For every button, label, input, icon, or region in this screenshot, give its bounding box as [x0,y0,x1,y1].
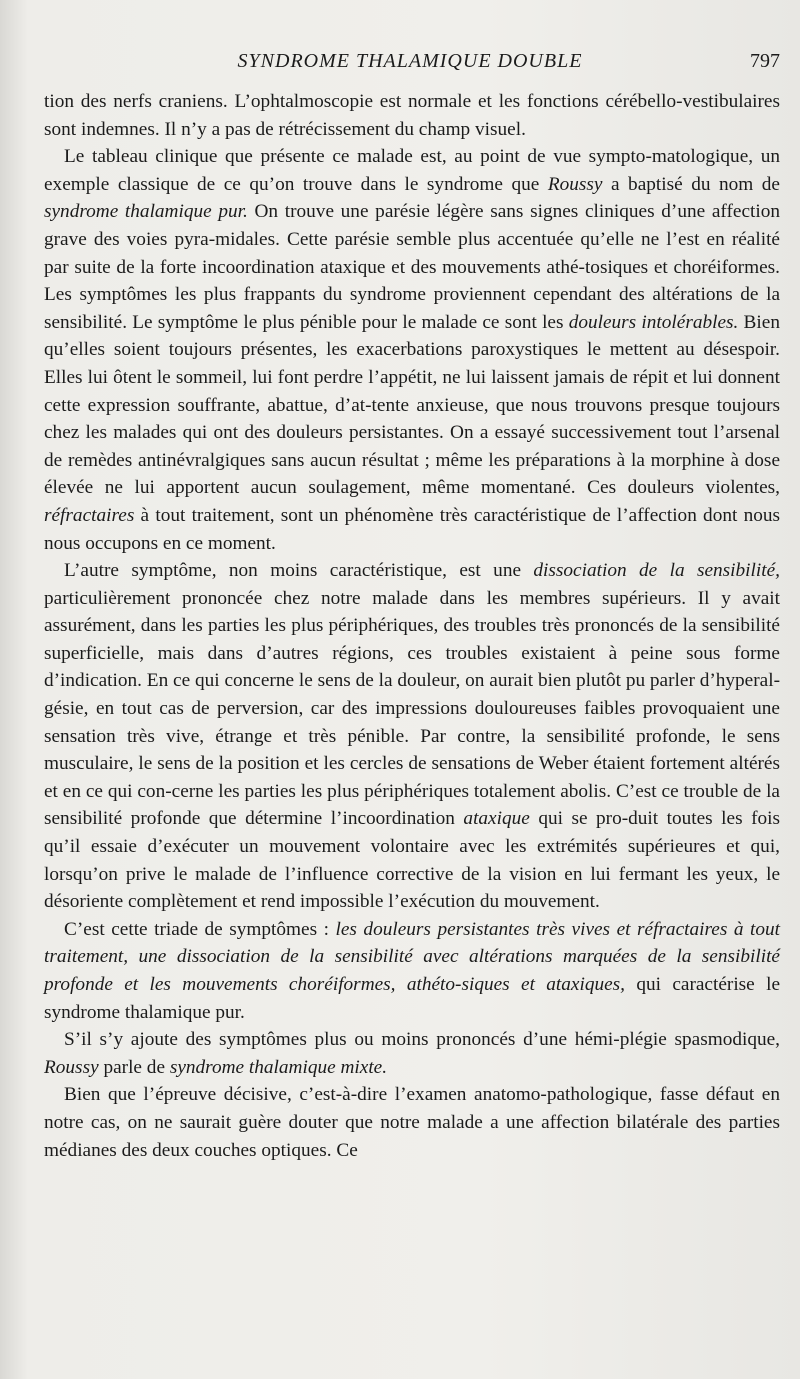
italic-text: Roussy [44,1056,99,1078]
italic-text: syndrome thalamique mixte. [169,1056,388,1078]
running-title: SYNDROME THALAMIQUE DOUBLE [237,50,583,72]
italic-text: douleurs intolérables. [568,311,739,333]
paragraph [44,1026,780,1081]
paragraph [44,143,780,557]
italic-text: syndrome thalamique pur. [44,201,248,223]
text-segment: à tout traitement, sont un phénomène très caractéristique de l’affection dont nous nous occupons en ce moment. [44,504,780,554]
page-number: 797 [750,50,780,72]
body-text [44,88,780,1164]
text-segment: particulièrement prononcée chez notre malade dans les membres supérieurs. Il y avait assurément, dans les parties les plus périphériques, des troubles très prononcés de la sensibilité superficielle, mais dans d’autres régions, ces troubles existaient à peine sous forme d’indication. En ce qui concerne le sens de la douleur, on aurait bien plutôt pu parler d’hyperal-gésie, en tout cas de perversion, car des impressions douloureuses faibles provoquaient une sensation très vive, étrange et très pénible. Par contre, la sensibilité profonde, le sens musculaire, le sens de la position et les cercles de sensations de Weber étaient fortement altérés et en ce qui con-cerne les parties les plus périphériques totalement abolis. C’est ce trouble de la sensibilité profonde que détermine l’incoordination [44,587,780,830]
text-segment: C’est cette triade de symptômes : [64,918,336,940]
italic-text: Roussy [547,173,603,195]
text-segment: parle de [98,1056,170,1078]
italic-text: ataxique [463,808,530,830]
paragraph [44,88,780,143]
italic-text: les douleurs persistantes très vives et réfractaires à tout traitement, une dissociation de la sensibilité avec altérations marquées de la sensibilité profonde et les mouvements choréiformes, athéto-siques et ataxiques, [44,918,781,995]
paragraph [44,1081,780,1164]
text-segment: Bien qu’elles soient toujours présentes, les exacerbations paroxystiques le mettent au désespoir. Elles lui ôtent le sommeil, lui font perdre l’appétit, ne lui laissent jamais de répit et lui donnent cette expression souffrante, abattue, d’at-tente anxieuse, que nous trouvons presque toujours chez les malades qui ont des douleurs persistantes. On a essayé successivement tout l’arsenal de remèdes antinévralgiques sans aucun résultat ; même les préparations à la morphine à dose élevée ne lui apportent aucun soulagement, même momentané. Ces douleurs violentes, [44,311,780,499]
text-segment: On trouve une parésie légère sans signes cliniques d’une affection grave des voies pyra-midales. Cette parésie semble plus accentuée qu’elle ne l’est en réalité par suite de la forte incoordination ataxique et des mouvements athé-tosiques et choréiformes. Les symptômes les plus frappants du syndrome proviennent cependant des altérations de la sensibilité. Le symptôme le plus pénible pour le malade ce sont les [44,201,780,333]
text-segment: S’il s’y ajoute des symptômes plus ou moins prononcés d’une hémi-plégie spasmodique, [64,1029,780,1051]
italic-text: dissociation de la sensibilité, [533,560,780,582]
text-segment: qui caractérise le syndrome thalamique pur. [44,974,781,1023]
text-segment: Le tableau clinique que présente ce malade est, au point de vue sympto-matologique, un exemple classique de ce qu’on trouve dans le syndrome que [44,146,780,195]
paragraph [44,916,780,1026]
paragraph [44,557,780,916]
running-header [40,50,780,78]
text-segment: tion des nerfs craniens. L’ophtalmoscopie est normale et les fonctions cérébello-vestibulaires sont indemnes. Il n’y a pas de rétrécissement du champ visuel. [44,91,780,140]
text-segment: Bien que l’épreuve décisive, c’est-à-dire l’examen anatomo-pathologique, fasse défaut en notre cas, on ne saurait guère douter que notre malade a une affection bilatérale des parties médianes des deux couches optiques. Ce [44,1084,780,1161]
text-segment: a baptisé du nom de [602,173,780,195]
text-segment: qui se pro-duit toutes les fois qu’il essaie d’exécuter un mouvement volontaire avec les extrémités supérieures et qui, lorsqu’on prive le malade de l’influence corrective de la vision en lui fermant les yeux, le désoriente complètement et rend impossible l’exécution du mouvement. [44,808,781,913]
italic-text: réfractaires [44,504,135,526]
text-segment: L’autre symptôme, non moins caractéristique, est une [64,560,534,582]
